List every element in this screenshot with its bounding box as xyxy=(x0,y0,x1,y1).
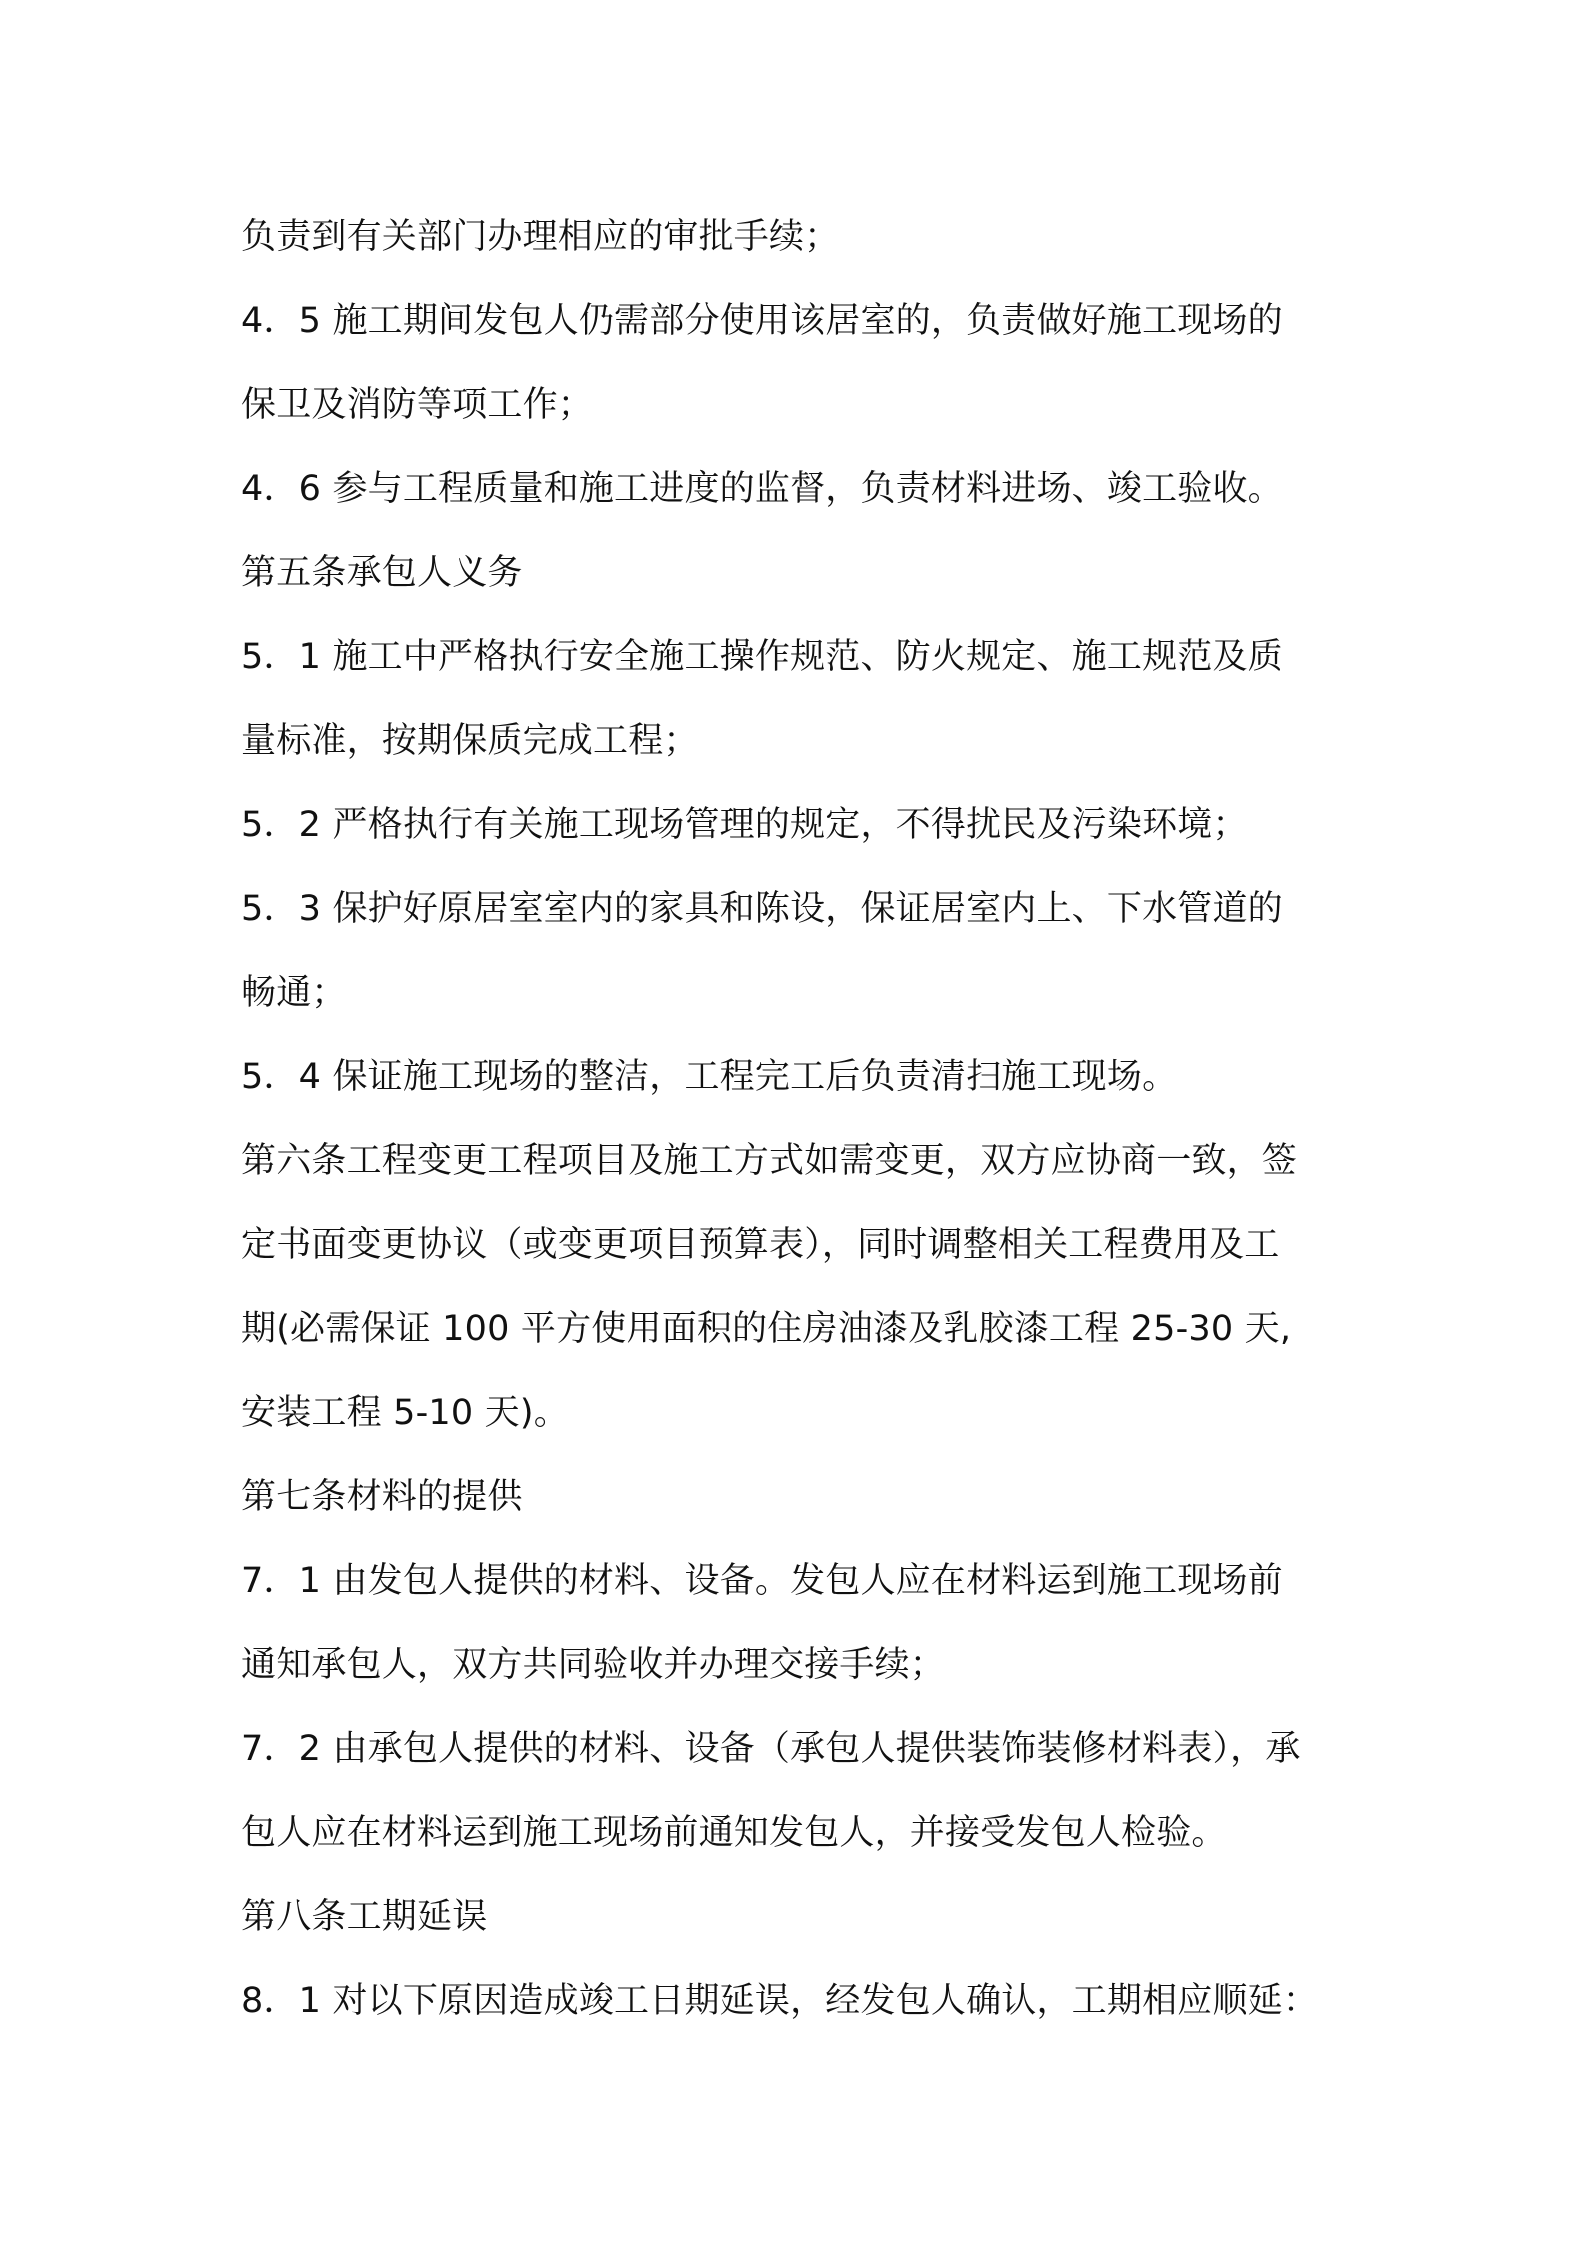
text-line: 通知承包人，双方共同验收并办理交接手续； xyxy=(241,1645,946,1685)
section-heading: 第六条工程变更工程项目及施工方式如需变更，双方应协商一致，签 xyxy=(241,1141,1298,1181)
text-line: 安装工程 5-10 天)。 xyxy=(241,1393,569,1433)
text-line: 5．3 保护好原居室室内的家具和陈设，保证居室内上、下水管道的 xyxy=(241,889,1283,929)
text-line: 8．1 对以下原因造成竣工日期延误，经发包人确认，工期相应顺延： xyxy=(241,1981,1319,2021)
text-line: 5．2 严格执行有关施工现场管理的规定，不得扰民及污染环境； xyxy=(241,805,1248,845)
section-heading: 第八条工期延误 xyxy=(241,1897,488,1937)
text-line: 定书面变更协议（或变更项目预算表），同时调整相关工程费用及工 xyxy=(241,1225,1280,1265)
document-body xyxy=(241,195,1371,2043)
text-line: 包人应在材料运到施工现场前通知发包人，并接受发包人检验。 xyxy=(241,1813,1227,1853)
text-line: 期(必需保证 100 平方使用面积的住房油漆及乳胶漆工程 25-30 天, xyxy=(241,1309,1292,1349)
section-heading: 第五条承包人义务 xyxy=(241,553,523,593)
text-line: 5．1 施工中严格执行安全施工操作规范、防火规定、施工规范及质 xyxy=(241,637,1283,677)
section-heading: 第七条材料的提供 xyxy=(241,1477,523,1517)
text-line: 负责到有关部门办理相应的审批手续； xyxy=(241,217,840,257)
text-line: 量标准，按期保质完成工程； xyxy=(241,721,699,761)
text-line: 畅通； xyxy=(241,973,347,1013)
text-line: 7．2 由承包人提供的材料、设备（承包人提供装饰装修材料表），承 xyxy=(241,1729,1301,1769)
text-line: 5．4 保证施工现场的整洁，工程完工后负责清扫施工现场。 xyxy=(241,1057,1178,1097)
text-line: 7．1 由发包人提供的材料、设备。发包人应在材料运到施工现场前 xyxy=(241,1561,1283,1601)
text-line: 4．6 参与工程质量和施工进度的监督，负责材料进场、竣工验收。 xyxy=(241,469,1283,509)
text-line: 4．5 施工期间发包人仍需部分使用该居室的，负责做好施工现场的 xyxy=(241,301,1283,341)
text-line: 保卫及消防等项工作； xyxy=(241,385,594,425)
